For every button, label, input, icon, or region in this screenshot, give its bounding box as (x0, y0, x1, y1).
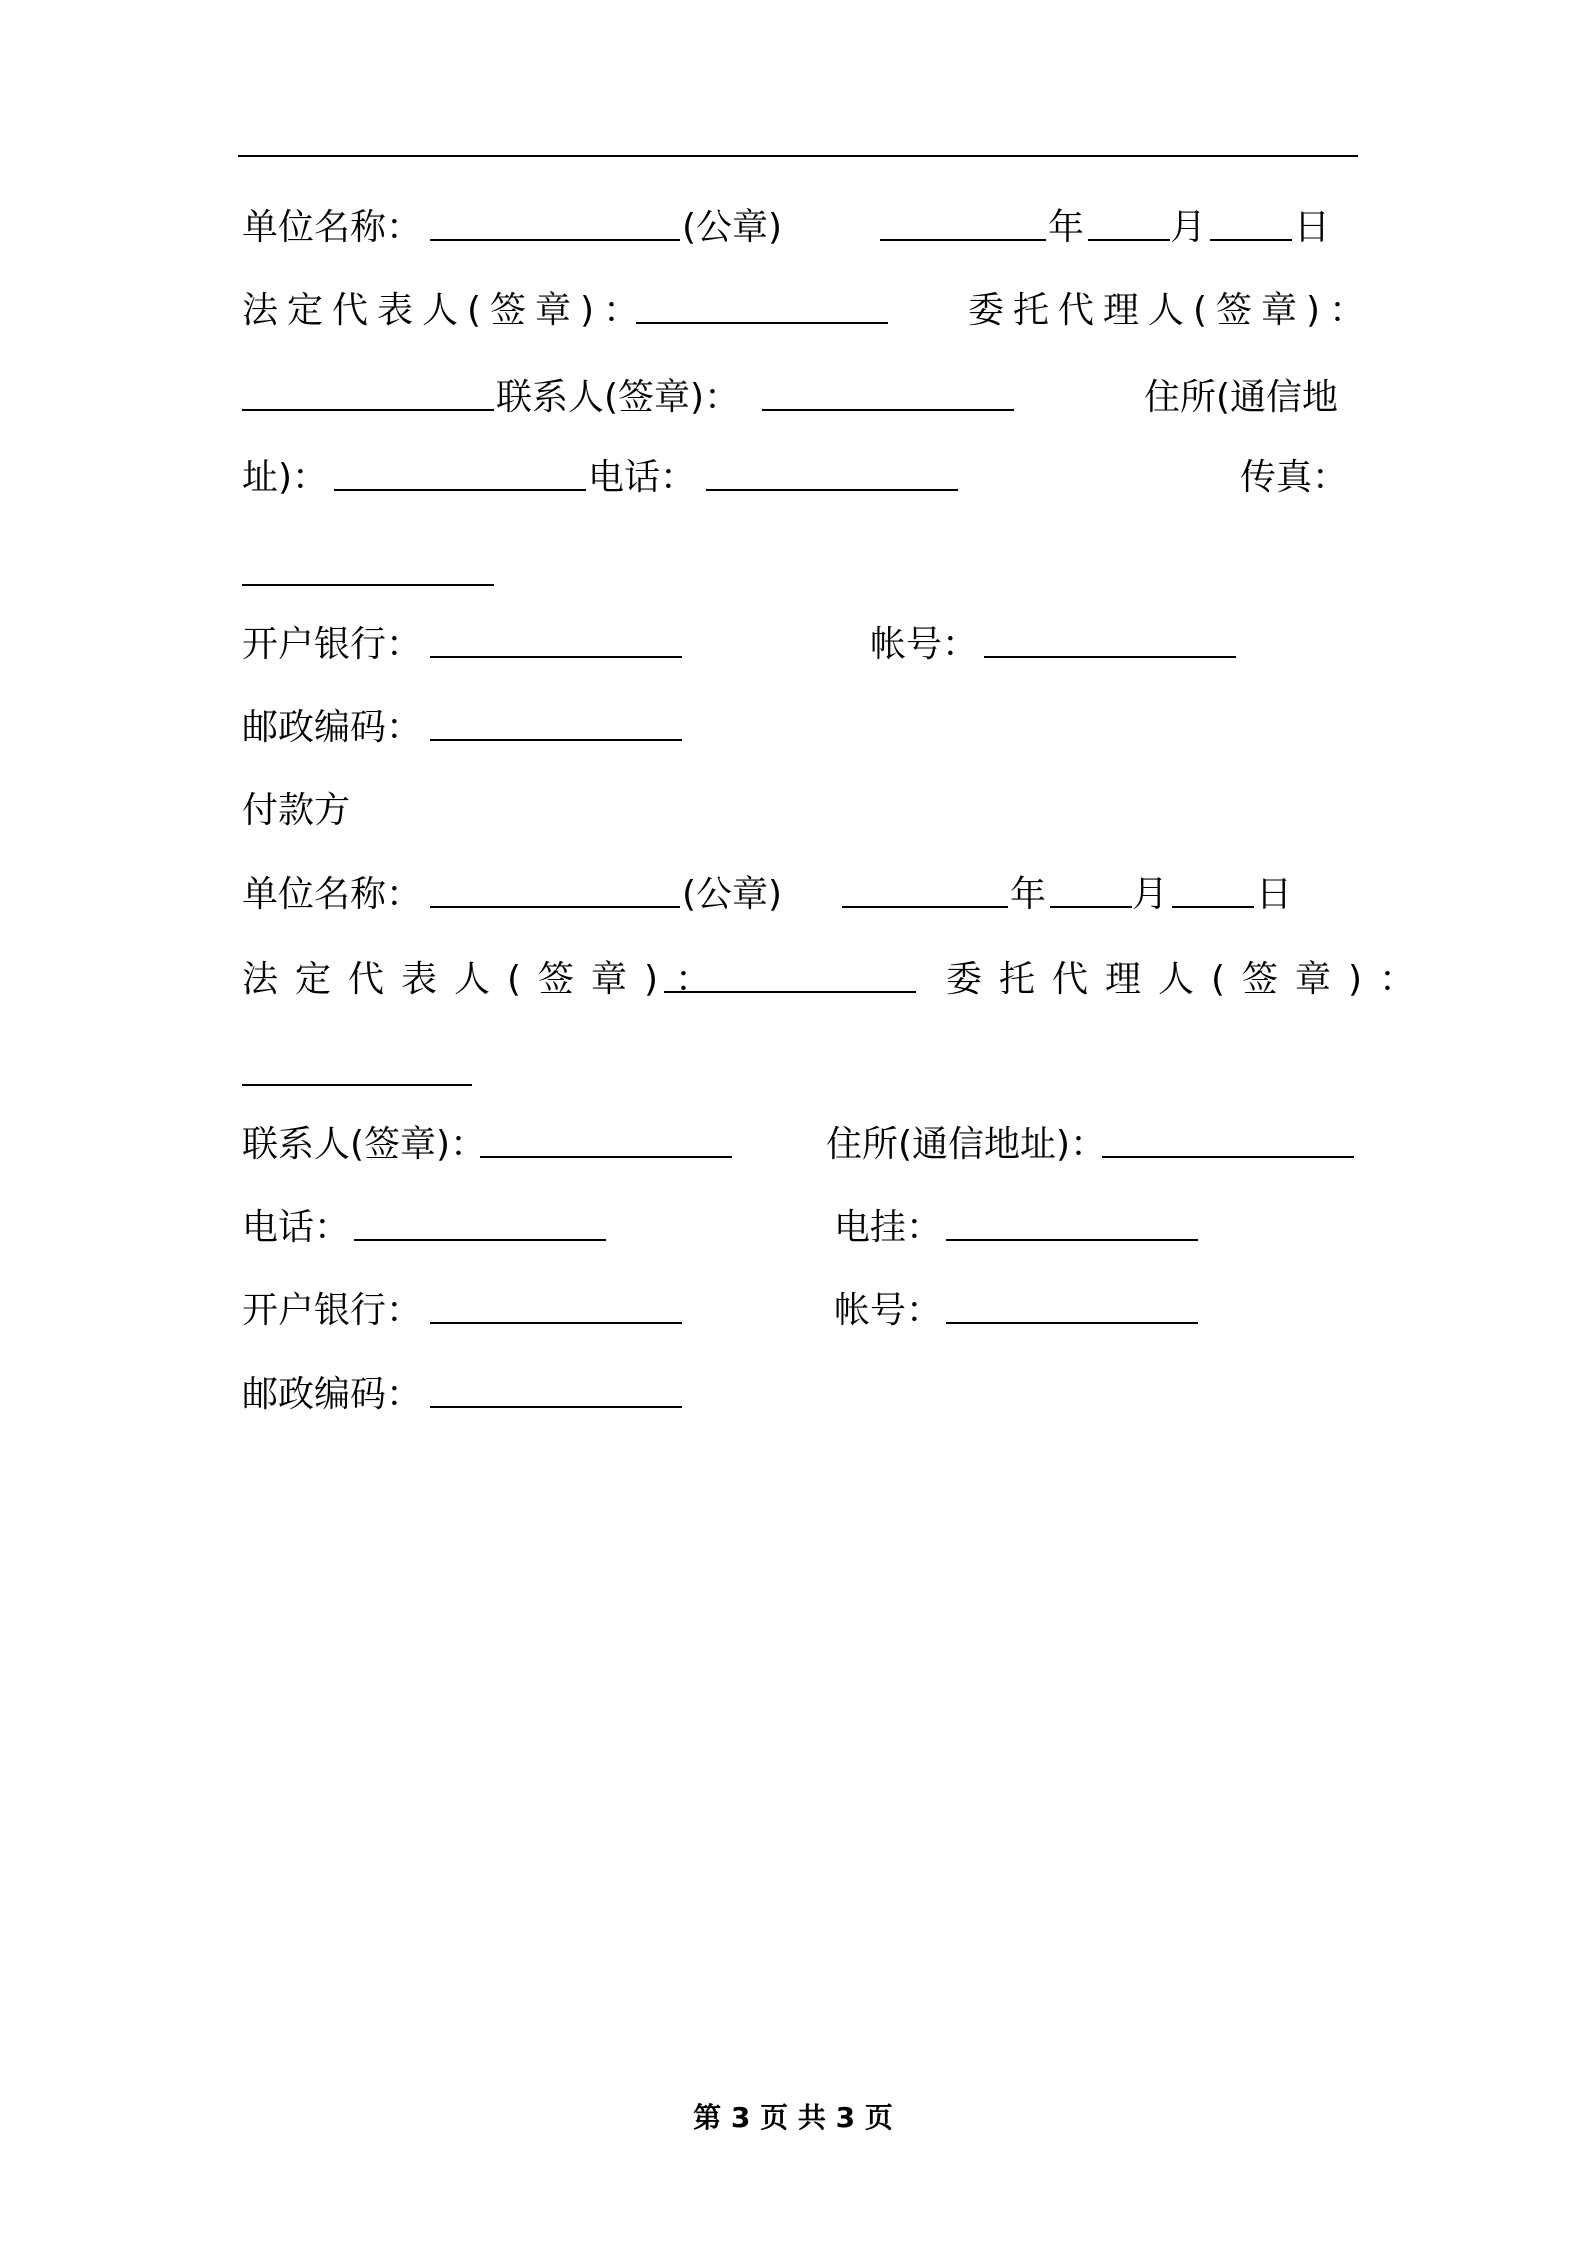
payer-account-field[interactable] (946, 1288, 1198, 1336)
payer-month-label: 月 (1132, 874, 1169, 915)
payer-year-label: 年 (1010, 874, 1047, 915)
payee-legal-rep-label: 法定代表人(签章)： (242, 290, 649, 331)
payee-agent-label: 委托代理人(签章)： (968, 290, 1375, 331)
payee-day-field[interactable] (1210, 205, 1292, 253)
payer-mobile-field[interactable] (946, 1205, 1198, 1253)
payer-legal-rep-label: 法定代表人(签章)： (242, 959, 729, 1000)
payee-address-label-part1: 住所(通信地 (1144, 377, 1339, 418)
payer-mobile-label: 电挂： (834, 1207, 943, 1248)
payer-day-field[interactable] (1172, 872, 1254, 920)
payee-account-field[interactable] (984, 622, 1236, 670)
payer-unit-name-field[interactable] (430, 872, 680, 920)
payer-phone-label: 电话： (242, 1207, 351, 1248)
payer-year-field[interactable] (842, 872, 1008, 920)
payer-account-label: 帐号： (834, 1290, 943, 1331)
payer-section-title: 付款方 (242, 790, 351, 831)
payee-contact-field[interactable] (762, 375, 1014, 423)
payee-year-field[interactable] (880, 205, 1046, 253)
payer-bank-field[interactable] (430, 1288, 682, 1336)
payee-address-field[interactable] (334, 455, 586, 503)
payee-month-field[interactable] (1088, 205, 1170, 253)
payer-bank-label: 开户银行： (242, 1290, 423, 1331)
payee-postcode-label: 邮政编码： (242, 707, 423, 748)
payee-bank-label: 开户银行： (242, 624, 423, 665)
payee-unit-name-label: 单位名称： (242, 207, 423, 248)
payer-contact-label: 联系人(签章)： (242, 1124, 487, 1165)
payee-agent-field[interactable] (242, 375, 494, 423)
payer-seal-label: (公章) (682, 874, 783, 915)
payer-agent-label: 委托代理人(签章)： (946, 959, 1433, 1000)
page-number-footer: 第 3 页 共 3 页 (693, 2101, 893, 2134)
payee-unit-name-field[interactable] (430, 205, 680, 253)
payee-contact-label: 联系人(签章)： (496, 377, 741, 418)
payee-account-label: 帐号： (870, 624, 979, 665)
payee-legal-rep-field[interactable] (636, 288, 888, 336)
payer-postcode-field[interactable] (430, 1372, 682, 1420)
payer-phone-field[interactable] (354, 1205, 606, 1253)
payer-address-field[interactable] (1102, 1122, 1354, 1170)
payee-month-label: 月 (1170, 207, 1207, 248)
payer-contact-field[interactable] (480, 1122, 732, 1170)
payee-postcode-field[interactable] (430, 705, 682, 753)
payer-agent-field[interactable] (242, 1050, 472, 1098)
payer-legal-rep-field[interactable] (664, 957, 916, 1005)
payer-postcode-label: 邮政编码： (242, 1374, 423, 1415)
payee-phone-label: 电话： (588, 457, 697, 498)
header-rule (238, 155, 1358, 157)
payer-month-field[interactable] (1050, 872, 1132, 920)
payee-address-label-part2: 址)： (242, 457, 329, 498)
payee-year-label: 年 (1048, 207, 1085, 248)
payer-day-label: 日 (1256, 874, 1293, 915)
payer-address-label: 住所(通信地址)： (826, 1124, 1107, 1165)
payer-unit-name-label: 单位名称： (242, 874, 423, 915)
payee-phone-field[interactable] (706, 455, 958, 503)
payee-seal-label: (公章) (682, 207, 783, 248)
payee-fax-label: 传真： (1240, 457, 1349, 498)
payee-bank-field[interactable] (430, 622, 682, 670)
payee-day-label: 日 (1294, 207, 1331, 248)
payee-fax-field[interactable] (242, 550, 494, 598)
